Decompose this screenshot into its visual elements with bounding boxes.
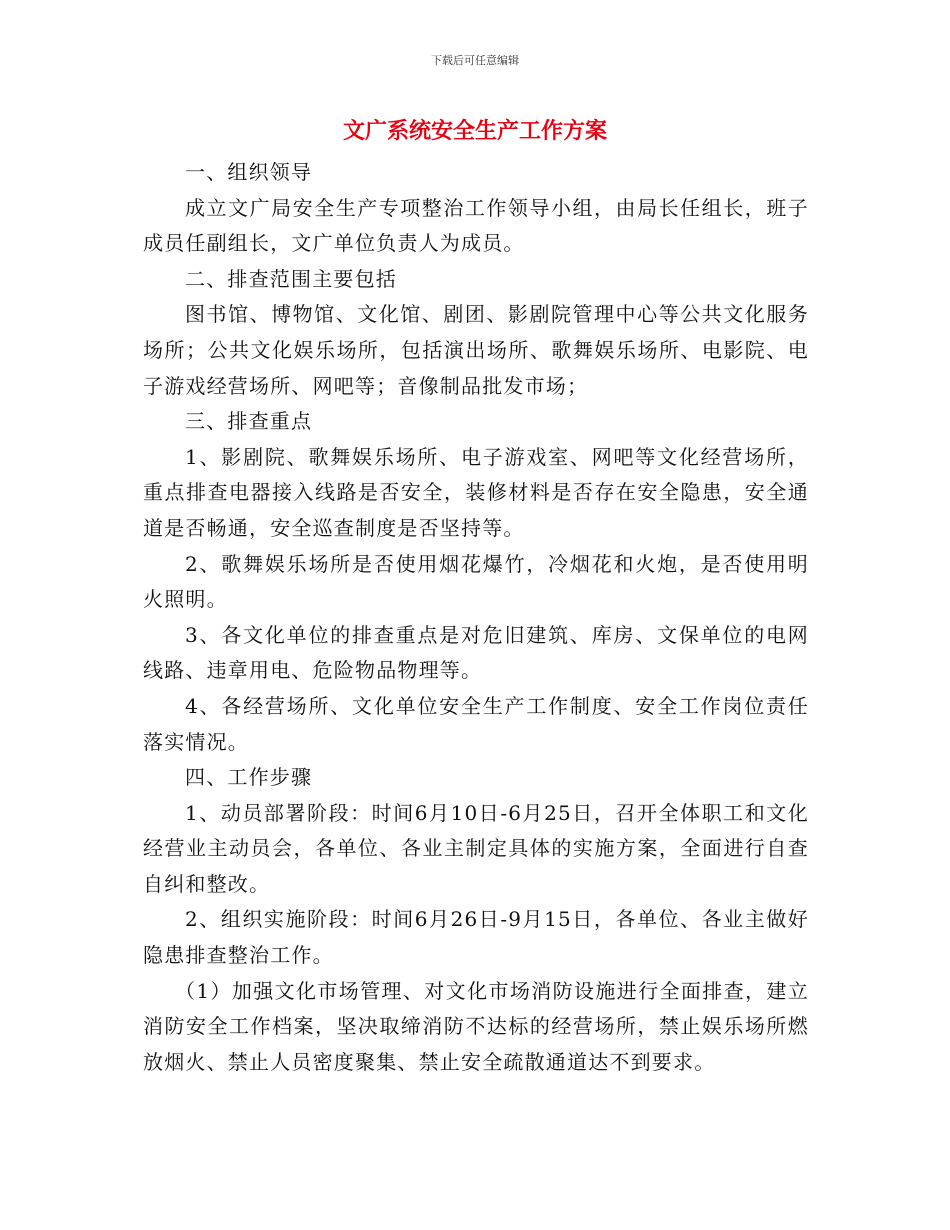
paragraph: （1）加强文化市场管理、对文化市场消防设施进行全面排查，建立消防安全工作档案，坚决取缔消防不达标的经营场所，禁止娱乐场所燃放烟火、禁止人员密度聚集、禁止安全疏散通道达不到要求。 xyxy=(143,978,809,1074)
document-body xyxy=(143,155,809,1080)
section-heading: 四、工作步骤 xyxy=(185,765,313,790)
paragraph: 图书馆、博物馆、文化馆、剧团、影剧院管理中心等公共文化服务场所；公共文化娱乐场所，包括演出场所、歌舞娱乐场所、电影院、电子游戏经营场所、网吧等；音像制品批发市场； xyxy=(143,302,809,398)
section-heading: 一、组织领导 xyxy=(185,160,313,184)
document-title: 文广系统安全生产工作方案 xyxy=(342,119,607,144)
paragraph: 1、影剧院、歌舞娱乐场所、电子游戏室、网吧等文化经营场所，重点排查电器接入线路是否安全，装修材料是否存在安全隐患，安全通道是否畅通，安全巡查制度是否坚持等。 xyxy=(143,444,809,540)
section-heading: 三、排查重点 xyxy=(185,409,313,434)
section-heading: 二、排查范围主要包括 xyxy=(185,266,397,291)
paragraph: 4、各经营场所、文化单位安全生产工作制度、安全工作岗位责任落实情况。 xyxy=(143,693,809,754)
paragraph: 3、各文化单位的排查重点是对危旧建筑、库房、文保单位的电网线路、违章用电、危险物品物理等。 xyxy=(143,622,809,683)
paragraph: 成立文广局安全生产专项整治工作领导小组，由局长任组长，班子成员任副组长，文广单位负责人为成员。 xyxy=(143,195,809,256)
paragraph: 2、歌舞娱乐场所是否使用烟花爆竹，冷烟花和火炮，是否使用明火照明。 xyxy=(143,551,809,612)
paragraph: 1、动员部署阶段：时间6月10日-6月25日，召开全体职工和文化经营业主动员会，各单位、各业主制定具体的实施方案，全面进行自查自纠和整改。 xyxy=(143,800,809,896)
paragraph: 2、组织实施阶段：时间6月26日-9月15日，各单位、各业主做好隐患排查整治工作。 xyxy=(143,907,809,968)
header-note: 下载后可任意编辑 xyxy=(431,54,519,67)
